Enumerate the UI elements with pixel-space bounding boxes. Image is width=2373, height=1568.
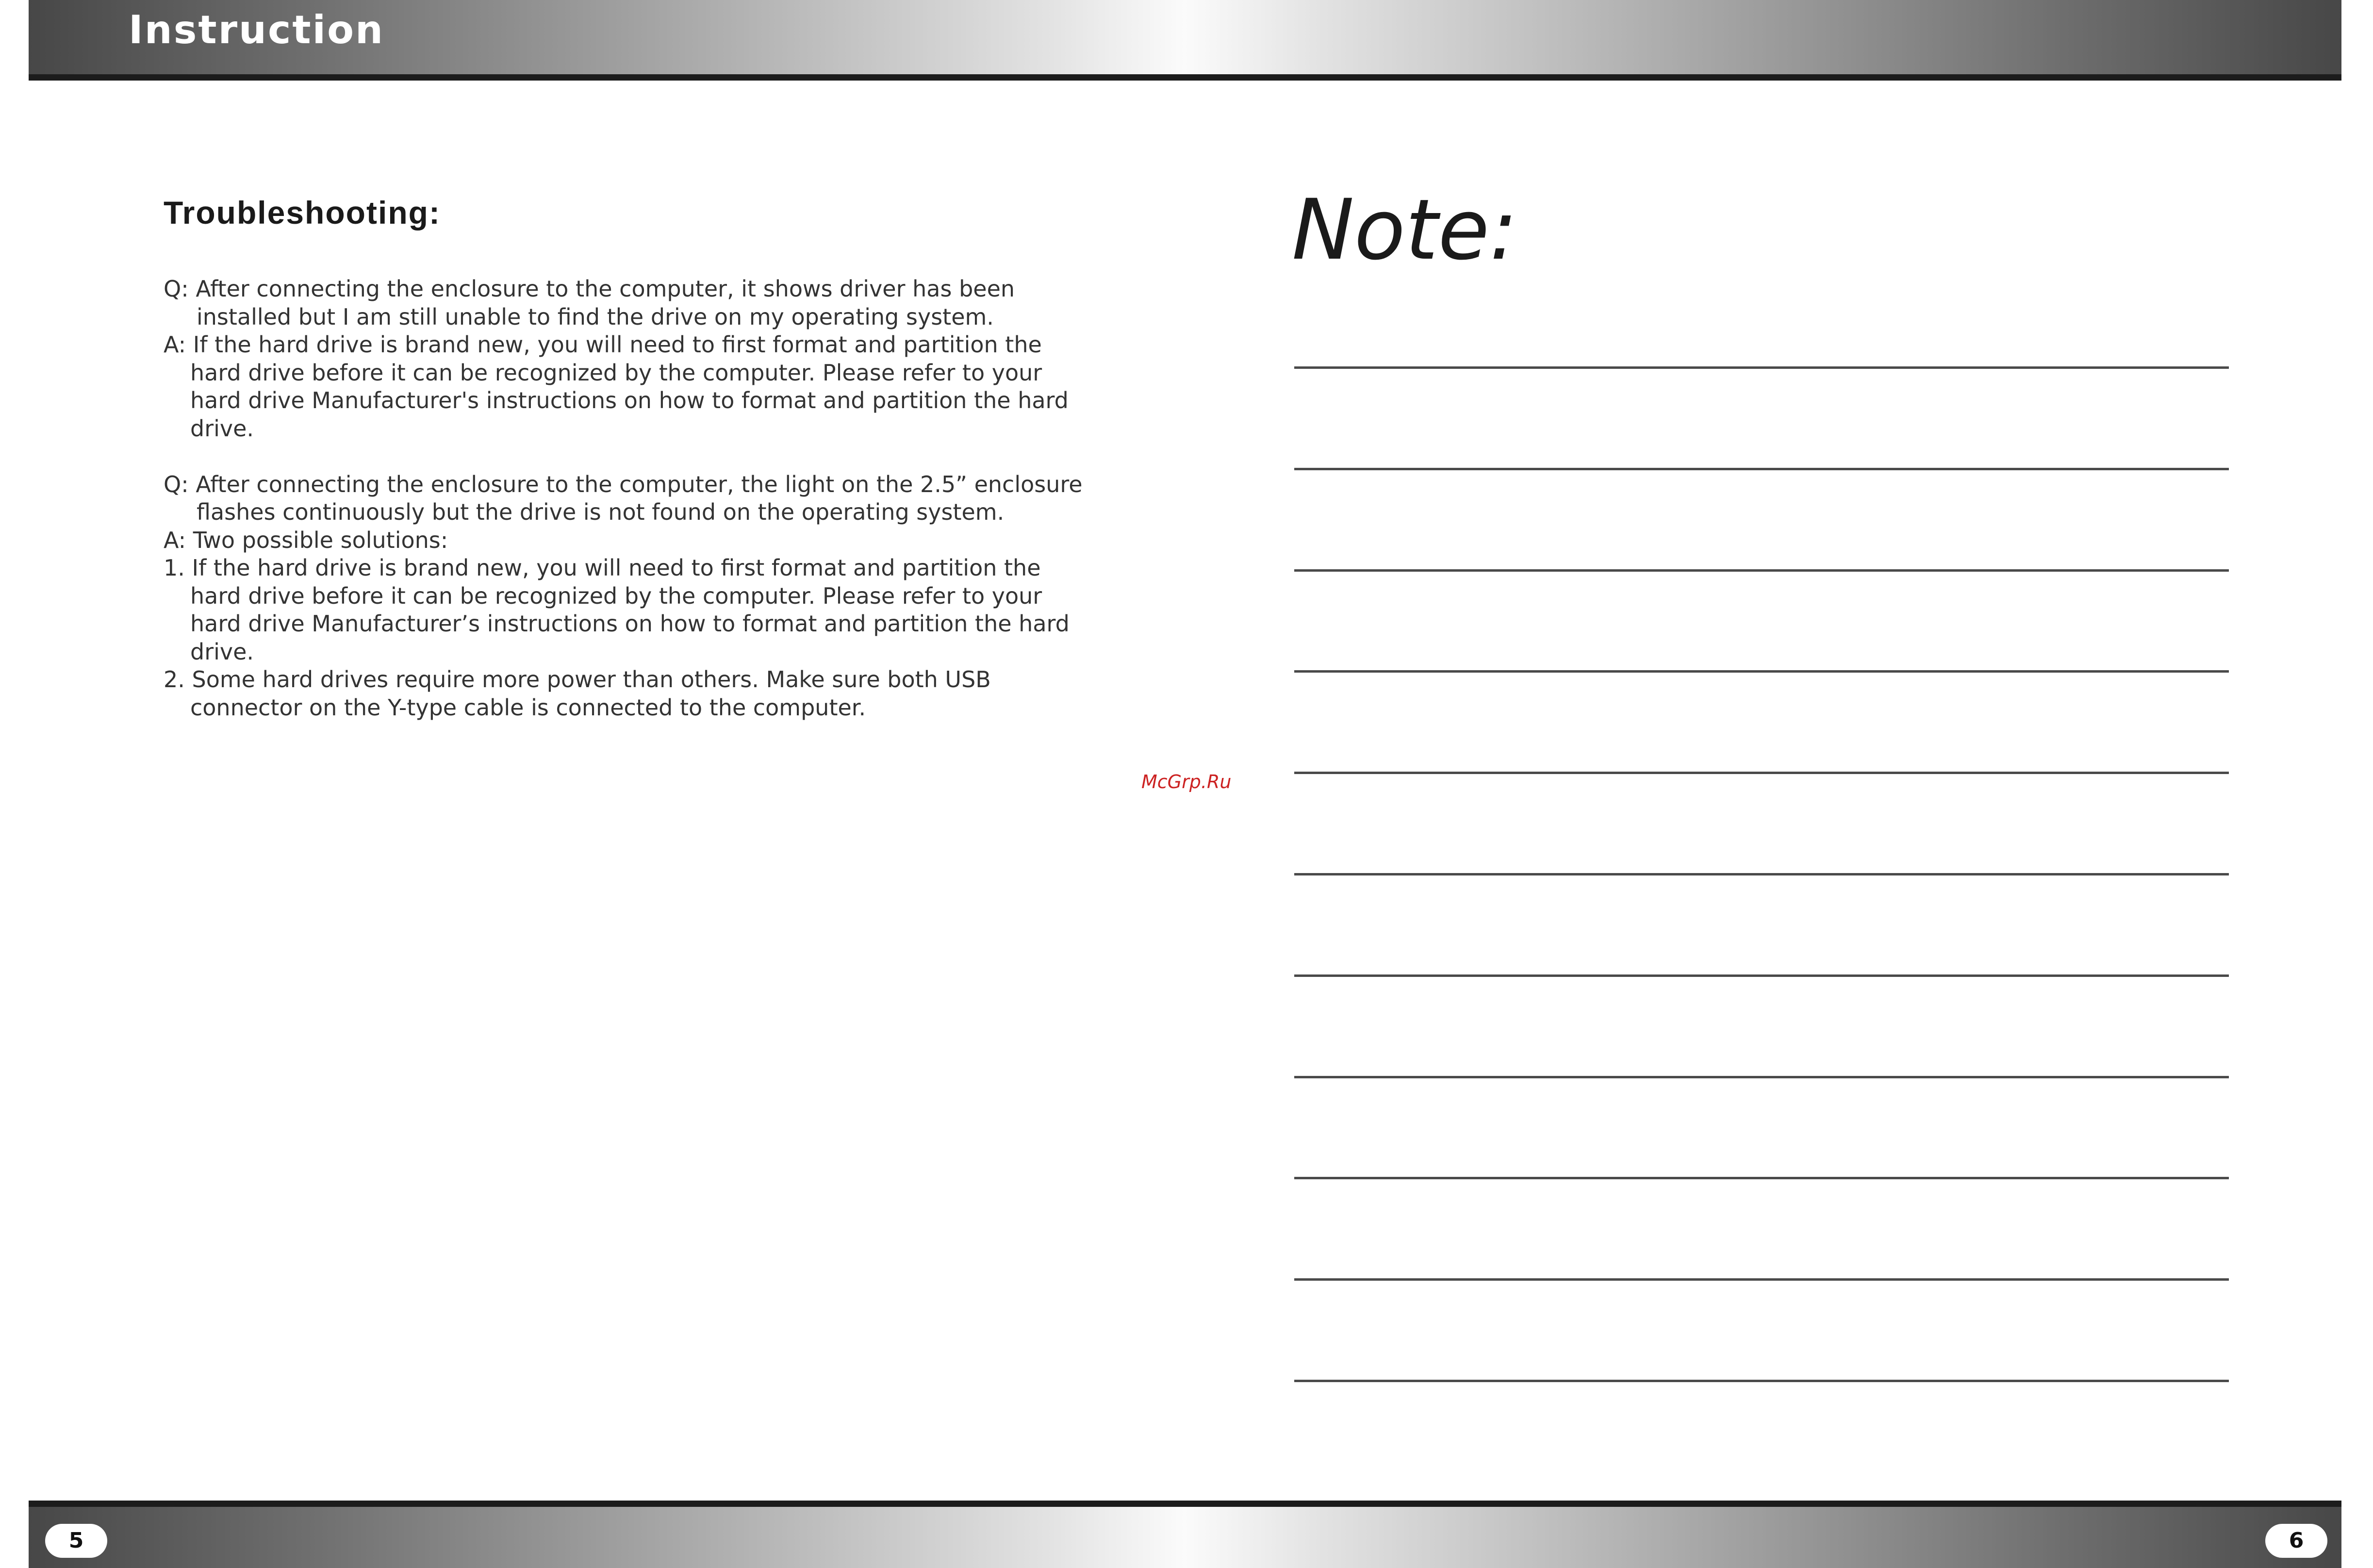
note-heading: Note: — [1292, 181, 1518, 279]
note-lines — [1294, 0, 2229, 1568]
page-number-right: 6 — [2265, 1524, 2327, 1558]
question-1: Q: After connecting the enclosure to the computer, it shows driver has been installed but I am still unable to find the drive on my operating system. — [164, 276, 1015, 330]
question-2: Q: After connecting the enclosure to the computer, the light on the 2.5” enclosure flashes continuously but the drive is not found on the operating system. — [164, 471, 1083, 525]
qa-spacer — [164, 443, 1086, 471]
page-number-left: 5 — [45, 1524, 107, 1558]
troubleshooting-qa — [164, 275, 1086, 722]
note-line — [1294, 1177, 2229, 1179]
answer-1: A: If the hard drive is brand new, you will need to first format and partition the hard drive before it can be recognized by the computer. Please refer to your hard drive Manufacturer's instructions on how to format and partition the hard drive. — [164, 331, 1069, 442]
header-title: Instruction — [129, 7, 384, 52]
note-line — [1294, 670, 2229, 673]
answer-2-solution-2: 2. Some hard drives require more power than others. Make sure both USB connector on the Y-type cable is connected to the computer. — [164, 666, 991, 721]
note-line — [1294, 468, 2229, 470]
footer-rule — [29, 1501, 2341, 1507]
troubleshooting-heading: Troubleshooting: — [164, 195, 441, 231]
answer-2-solution-1: 1. If the hard drive is brand new, you will need to first format and partition the hard drive before it can be recognized by the computer. Please refer to your hard drive Manufacturer’s instructions on how to format and partition the hard drive. — [164, 555, 1070, 665]
footer-band — [29, 1507, 2341, 1568]
note-line — [1294, 1278, 2229, 1281]
note-line — [1294, 1380, 2229, 1382]
note-line — [1294, 873, 2229, 875]
answer-2-intro: A: Two possible solutions: — [164, 527, 448, 553]
note-line — [1294, 974, 2229, 977]
note-line — [1294, 569, 2229, 572]
note-line — [1294, 366, 2229, 369]
note-line — [1294, 1076, 2229, 1078]
watermark: McGrp.Ru — [1141, 771, 1232, 792]
note-line — [1294, 772, 2229, 774]
